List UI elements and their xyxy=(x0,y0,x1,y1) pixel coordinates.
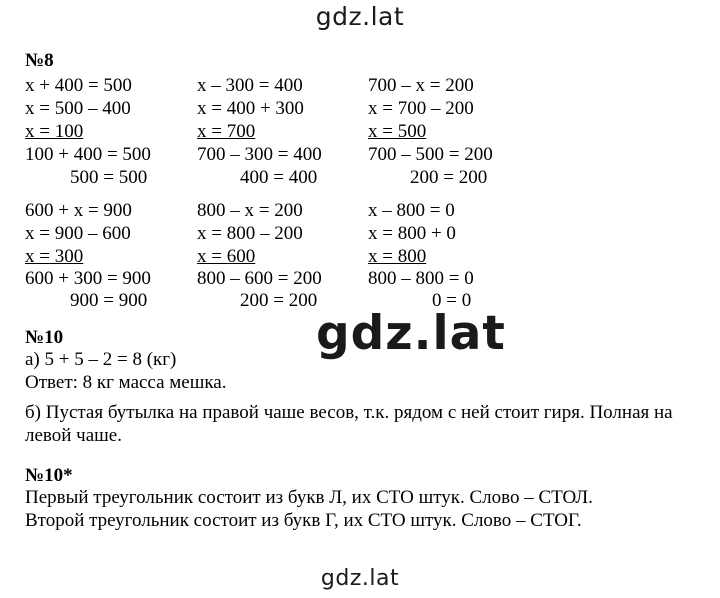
eq-cell: x – 800 = 0 xyxy=(368,200,455,221)
eq-check-result: 0 = 0 xyxy=(432,290,472,311)
eq-answer: x = 700 xyxy=(197,121,256,142)
eq-cell: x = 700 – 200 xyxy=(368,98,474,119)
eq-answer: x = 800 xyxy=(368,246,427,267)
eq-check-result: 400 = 400 xyxy=(240,167,318,188)
eq-check-result: 500 = 500 xyxy=(70,167,148,188)
task10-a-line: а) 5 + 5 – 2 = 8 (кг) xyxy=(25,349,177,370)
eq-answer: x = 600 xyxy=(197,246,256,267)
eq-check: 700 – 500 = 200 xyxy=(368,144,493,165)
eq-cell: x + 400 = 500 xyxy=(25,75,132,96)
task10-b-line2: левой чаше. xyxy=(25,425,122,446)
eq-check-result: 900 = 900 xyxy=(70,290,148,311)
eq-answer: x = 100 xyxy=(25,121,84,142)
eq-check: 100 + 400 = 500 xyxy=(25,144,151,165)
eq-cell: x – 300 = 400 xyxy=(197,75,303,96)
eq-answer: x = 300 xyxy=(25,246,84,267)
eq-cell: x = 500 – 400 xyxy=(25,98,131,119)
eq-cell: 600 + x = 900 xyxy=(25,200,132,221)
eq-check: 700 – 300 = 400 xyxy=(197,144,322,165)
eq-check: 800 – 800 = 0 xyxy=(368,268,474,289)
task10-a-answer: Ответ: 8 кг масса мешка. xyxy=(25,372,227,393)
eq-check-result: 200 = 200 xyxy=(240,290,318,311)
task10star-heading: №10* xyxy=(25,465,73,486)
watermark-bottom: gdz.lat xyxy=(320,566,400,591)
eq-check-result: 200 = 200 xyxy=(410,167,488,188)
task10-b-line1: б) Пустая бутылка на правой чаше весов, т.к. рядом с ней стоит гиря. Полная на xyxy=(25,402,673,423)
eq-cell: 700 – x = 200 xyxy=(368,75,474,96)
eq-cell: 800 – x = 200 xyxy=(197,200,303,221)
eq-check: 600 + 300 = 900 xyxy=(25,268,151,289)
watermark-middle: gdz.lat xyxy=(316,306,506,361)
task10-heading: №10 xyxy=(25,327,64,348)
watermark-top: gdz.lat xyxy=(315,2,405,31)
eq-cell: x = 400 + 300 xyxy=(197,98,304,119)
task10star-line1: Первый треугольник состоит из букв Л, их СТО штук. Слово – СТОЛ. xyxy=(25,487,593,508)
eq-check: 800 – 600 = 200 xyxy=(197,268,322,289)
eq-answer: x = 500 xyxy=(368,121,427,142)
eq-cell: x = 800 – 200 xyxy=(197,223,303,244)
task10star-line2: Второй треугольник состоит из букв Г, их СТО штук. Слово – СТОГ. xyxy=(25,510,582,531)
eq-cell: x = 800 + 0 xyxy=(368,223,456,244)
eq-cell: x = 900 – 600 xyxy=(25,223,131,244)
task8-heading: №8 xyxy=(25,50,54,71)
